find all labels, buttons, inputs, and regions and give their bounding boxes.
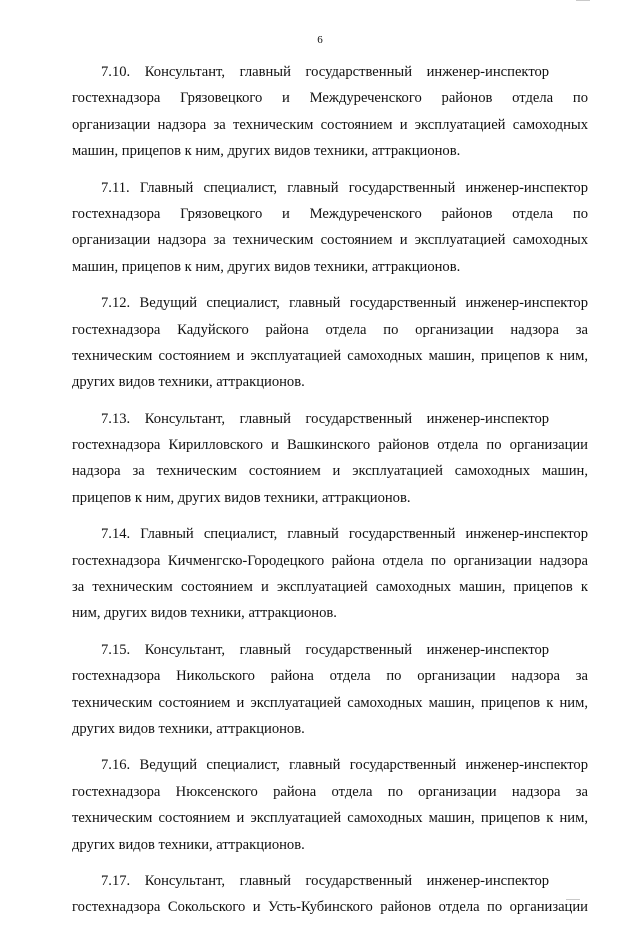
- text-line: машин, прицепов к ним, других видов техники, аттракционов.: [72, 258, 461, 275]
- text-line: 7.16. Ведущий специалист, главный государственный инженер-инспектор: [101, 757, 588, 774]
- text-line: гостехнадзора Грязовецкого и Междуреченского районов отдела по: [72, 205, 588, 222]
- text-line: техническим состоянием и эксплуатацией самоходных машин, прицепов к ним,: [72, 810, 588, 827]
- text-line: техническим состоянием и эксплуатацией самоходных машин, прицепов к ним,: [72, 347, 588, 364]
- text-line: других видов техники, аттракционов.: [72, 374, 305, 391]
- text-line: гостехнадзора Кичменгско-Городецкого района отдела по организации надзора: [72, 552, 588, 569]
- text-line: гостехнадзора Никольского района отдела по организации надзора за: [72, 668, 588, 685]
- text-line: надзора за техническим состоянием и эксплуатацией самоходных машин,: [72, 463, 588, 480]
- text-line: 7.11. Главный специалист, главный государственный инженер-инспектор: [101, 179, 588, 196]
- text-line: прицепов к ним, других видов техники, аттракционов.: [72, 489, 411, 506]
- document-body: [72, 59, 588, 931]
- text-line: ним, других видов техники, аттракционов.: [72, 605, 337, 622]
- paragraph: [72, 868, 588, 921]
- text-line: организации надзора за техническим состоянием и эксплуатацией самоходных: [72, 116, 588, 133]
- paragraph: [72, 752, 588, 858]
- text-line: 7.15. Консультант, главный государственный инженер-инспектор: [101, 641, 550, 658]
- text-line: 7.17. Консультант, главный государственный инженер-инспектор: [101, 872, 550, 889]
- paragraph: [72, 637, 588, 743]
- paragraph: [72, 175, 588, 281]
- text-line: организации надзора за техническим состоянием и эксплуатацией самоходных: [72, 232, 588, 249]
- paragraph: [72, 521, 588, 627]
- text-line: 7.13. Консультант, главный государственный инженер-инспектор: [101, 410, 550, 427]
- text-line: машин, прицепов к ним, других видов техники, аттракционов.: [72, 143, 461, 160]
- text-line: других видов техники, аттракционов.: [72, 836, 305, 853]
- text-line: гостехнадзора Грязовецкого и Междуреченского районов отдела по: [72, 90, 588, 107]
- text-line: 7.14. Главный специалист, главный государственный инженер-инспектор: [101, 526, 588, 543]
- text-line: гостехнадзора Кадуйского района отдела по организации надзора за: [72, 321, 588, 338]
- scan-artifact-top: [576, 0, 590, 4]
- text-line: техническим состоянием и эксплуатацией самоходных машин, прицепов к ним,: [72, 694, 588, 711]
- text-line: 7.12. Ведущий специалист, главный государственный инженер-инспектор: [101, 295, 588, 312]
- paragraph: [72, 59, 588, 165]
- text-line: за техническим состоянием и эксплуатацией самоходных машин, прицепов к: [72, 579, 588, 596]
- scan-artifact-bottom: [566, 899, 580, 903]
- paragraph: [72, 290, 588, 396]
- page-number: 6: [317, 34, 323, 46]
- text-line: гостехнадзора Сокольского и Усть-Кубинского районов отдела по организации: [72, 899, 588, 916]
- text-line: гостехнадзора Нюксенского района отдела по организации надзора за: [72, 783, 588, 800]
- paragraph: [72, 406, 588, 512]
- text-line: других видов техники, аттракционов.: [72, 720, 305, 737]
- text-line: 7.10. Консультант, главный государственный инженер-инспектор: [101, 64, 550, 80]
- text-line: гостехнадзора Кирилловского и Вашкинского районов отдела по организации: [72, 437, 588, 454]
